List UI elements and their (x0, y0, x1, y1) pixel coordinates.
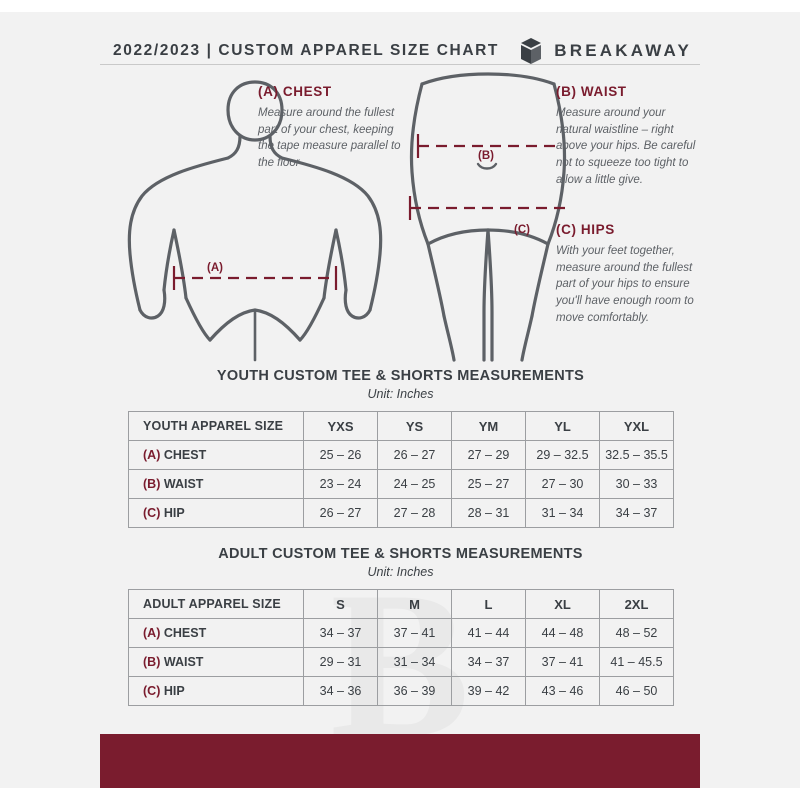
youth-size-yxs: YXS (304, 412, 378, 441)
brand-name: BREAKAWAY (554, 41, 692, 60)
cell: 34 – 37 (600, 499, 674, 528)
cell: 23 – 24 (304, 470, 378, 499)
cell: 37 – 41 (378, 619, 452, 648)
adult-size-xl: XL (526, 590, 600, 619)
callout-chest (258, 84, 403, 172)
youth-size-ym: YM (452, 412, 526, 441)
youth-section (128, 368, 673, 528)
row-marker: (B) (143, 655, 161, 669)
row-name: CHEST (163, 448, 207, 462)
callout-waist (556, 84, 696, 188)
table-header-row (129, 412, 674, 441)
cell: 27 – 30 (526, 470, 600, 499)
row-name: CHEST (163, 626, 207, 640)
cell: 24 – 25 (378, 470, 452, 499)
adult-size-s: S (304, 590, 378, 619)
cell: 27 – 29 (452, 441, 526, 470)
callout-chest-title (258, 84, 403, 99)
cell: 48 – 52 (600, 619, 674, 648)
chest-measure-line (174, 266, 336, 290)
cell: 39 – 42 (452, 677, 526, 706)
row-marker: (C) (143, 506, 161, 520)
cell: 25 – 26 (304, 441, 378, 470)
row-name: WAIST (163, 655, 204, 669)
callout-hips (556, 222, 696, 326)
callout-chest-marker: (A) (258, 84, 279, 99)
adult-section (128, 546, 673, 706)
callout-hips-body: With your feet together, measure around the fullest part of your hips to ensure you'll have enough room to move comfortably. (556, 245, 694, 324)
callout-waist-marker: (B) (556, 84, 577, 99)
cell: 46 – 50 (600, 677, 674, 706)
breakaway-logo-icon (520, 38, 542, 64)
table-row (129, 470, 674, 499)
cell: 34 – 37 (452, 648, 526, 677)
row-name: WAIST (163, 477, 204, 491)
row-marker: (C) (143, 684, 161, 698)
hips-illustration (411, 74, 564, 360)
youth-row-waist-label (129, 470, 304, 499)
row-marker: (A) (143, 626, 161, 640)
table-row (129, 441, 674, 470)
adult-size-m: M (378, 590, 452, 619)
row-marker: (A) (143, 448, 161, 462)
cell: 26 – 27 (304, 499, 378, 528)
diagram-marker-waist: (B) (478, 150, 494, 162)
adult-row-hip-label (129, 677, 304, 706)
cell: 28 – 31 (452, 499, 526, 528)
youth-size-yxl: YXL (600, 412, 674, 441)
table-row (129, 499, 674, 528)
diagram-marker-chest: (A) (207, 262, 223, 274)
youth-size-table (128, 411, 674, 528)
cell: 36 – 39 (378, 677, 452, 706)
cell: 29 – 32.5 (526, 441, 600, 470)
cell: 31 – 34 (378, 648, 452, 677)
cell: 34 – 36 (304, 677, 378, 706)
callout-waist-name: WAIST (580, 84, 627, 99)
youth-section-title: YOUTH CUSTOM TEE & SHORTS MEASUREMENTS (216, 368, 585, 384)
cell: 37 – 41 (526, 648, 600, 677)
cell: 34 – 37 (304, 619, 378, 648)
adult-section-title: ADULT CUSTOM TEE & SHORTS MEASUREMENTS (218, 546, 583, 562)
youth-row-hip-label (129, 499, 304, 528)
cell: 25 – 27 (452, 470, 526, 499)
adult-head-label: ADULT APPAREL SIZE (129, 590, 304, 619)
callout-hips-title (556, 222, 696, 237)
youth-row-chest-label (129, 441, 304, 470)
adult-row-waist-label (129, 648, 304, 677)
cell: 26 – 27 (378, 441, 452, 470)
header-divider (100, 64, 700, 65)
table-header-row (129, 590, 674, 619)
footer-accent-bar (100, 734, 700, 788)
diagram-marker-hips: (C) (514, 224, 530, 236)
callout-waist-title (556, 84, 696, 99)
adult-size-table (128, 589, 674, 706)
hip-measure-line (410, 196, 566, 220)
adult-row-chest-label (129, 619, 304, 648)
youth-size-ys: YS (378, 412, 452, 441)
row-name: HIP (163, 684, 185, 698)
adult-section-unit: Unit: Inches (367, 565, 434, 579)
table-row (129, 619, 674, 648)
youth-size-yl: YL (526, 412, 600, 441)
cell: 44 – 48 (526, 619, 600, 648)
row-marker: (B) (143, 477, 161, 491)
page-title: 2022/2023 | CUSTOM APPAREL SIZE CHART (113, 42, 499, 59)
youth-section-unit: Unit: Inches (367, 387, 434, 401)
cell: 27 – 28 (378, 499, 452, 528)
callout-hips-marker: (C) (556, 222, 577, 237)
adult-size-l: L (452, 590, 526, 619)
page-header (0, 12, 800, 64)
table-row (129, 677, 674, 706)
table-row (129, 648, 674, 677)
callout-waist-body: Measure around your natural waistline – right above your hips. Be careful not to squeeze too tight to allow a little give. (556, 107, 696, 186)
callout-hips-name: HIPS (580, 222, 615, 237)
cell: 43 – 46 (526, 677, 600, 706)
callout-chest-name: CHEST (282, 84, 332, 99)
brand-lockup (520, 38, 692, 64)
youth-head-label: YOUTH APPAREL SIZE (129, 412, 304, 441)
row-name: HIP (163, 506, 185, 520)
adult-size-2xl: 2XL (600, 590, 674, 619)
cell: 32.5 – 35.5 (600, 441, 674, 470)
cell: 41 – 45.5 (600, 648, 674, 677)
cell: 30 – 33 (600, 470, 674, 499)
callout-chest-body: Measure around the fullest part of your chest, keeping the tape measure parallel to the floor (258, 107, 401, 170)
cell: 29 – 31 (304, 648, 378, 677)
cell: 41 – 44 (452, 619, 526, 648)
cell: 31 – 34 (526, 499, 600, 528)
